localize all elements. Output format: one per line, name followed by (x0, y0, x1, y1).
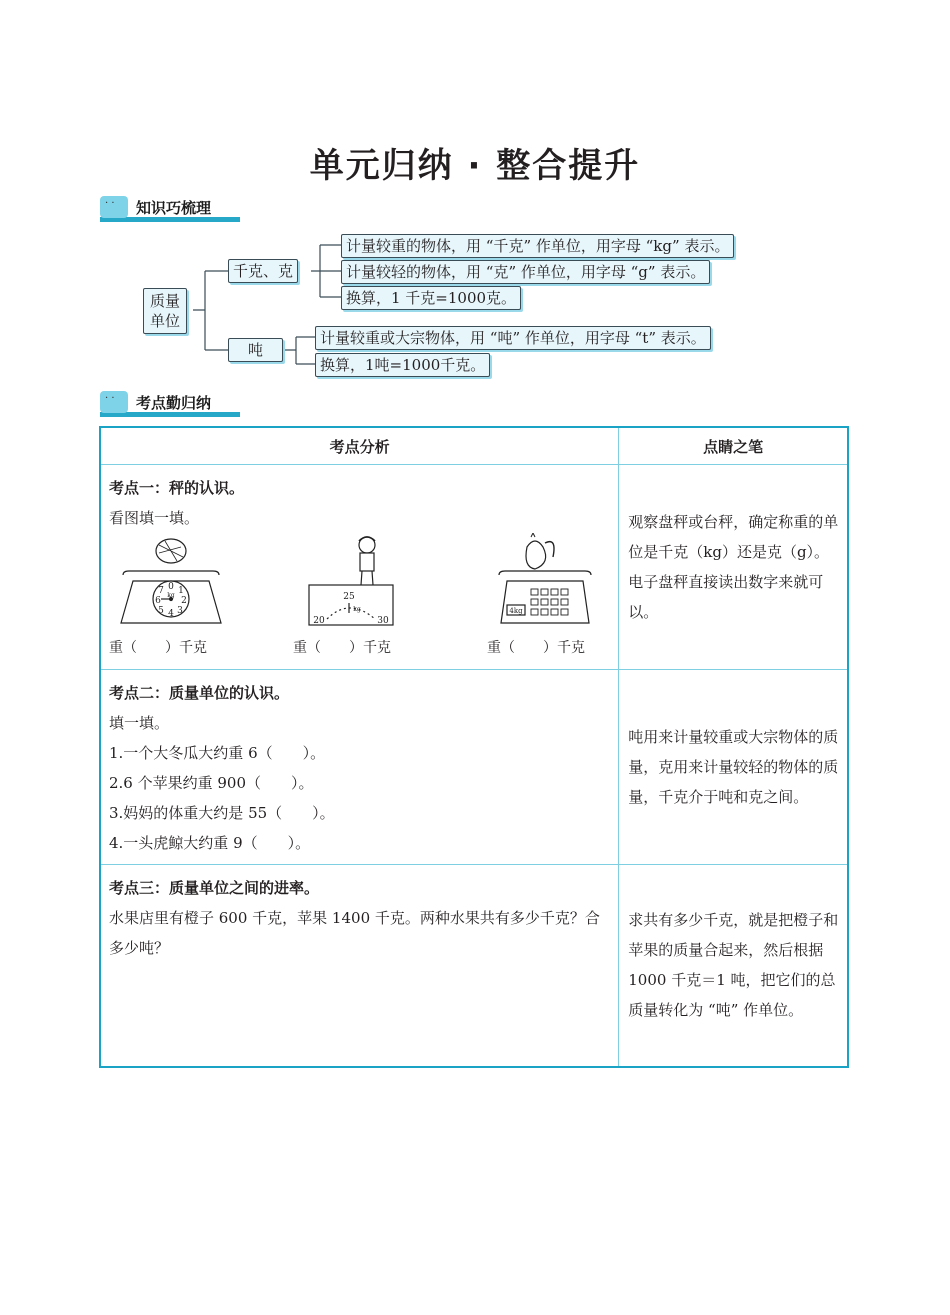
watermelon-scale-image (115, 533, 225, 631)
rooster-scale-image (495, 533, 595, 631)
tip-text: 吨用来计量较重或大宗物体的质量，克用来计量较轻的物体的质量，千克介于吨和克之间。 (619, 670, 848, 865)
question-item[interactable]: 4.一头虎鲸大约重 9（ ）。 (109, 834, 311, 852)
branch-kg-g: 千克、克 (228, 259, 298, 283)
dial-number: 7 (158, 586, 164, 596)
keypoint-line: 看图填一填。 (109, 509, 200, 527)
keypoint-content (100, 865, 619, 1067)
keypoint-title: 考点一：秤的认识。 (109, 479, 245, 497)
keypoint-title: 考点二：质量单位的认识。 (109, 684, 290, 702)
tip-text: 求共有多少千克，就是把橙子和苹果的质量合起来，然后根据 1000 千克＝1 吨，把它们的总质量转化为 “吨” 作单位。 (619, 865, 848, 1067)
table-row (100, 865, 848, 1067)
keypoint-title: 考点三：质量单位之间的进率。 (109, 879, 320, 897)
branch2-item: 计量较重或大宗物体，用 “吨” 作单位，用字母 “t” 表示。 (315, 326, 711, 350)
branch1-connector (311, 245, 341, 297)
mindmap-root (143, 288, 187, 334)
scales-figure (109, 533, 610, 663)
question-item[interactable]: 3.妈妈的体重大约是 55（ ）。 (109, 804, 335, 822)
answer-blank[interactable]: 重（ ）千克 (109, 640, 207, 656)
header-tips: 点睛之笔 (619, 427, 848, 465)
dial-number: 20 (313, 616, 325, 626)
keypoint-content (100, 670, 619, 865)
dial-unit: kg (353, 606, 361, 613)
dial-number: 0 (168, 582, 174, 592)
keypoint-table (99, 426, 849, 1068)
tip-text: 观察盘秤或台秤，确定称重的单位是千克（kg）还是克（g）。电子盘秤直接读出数字来就可以。 (619, 465, 848, 670)
dial-number: 4 (168, 609, 174, 619)
page-title: 单元归纳 · 整合提升 (309, 146, 641, 186)
root-line-1: 质量 (150, 292, 181, 310)
keypoint-content (100, 465, 619, 670)
section-label: 知识巧梳理 (136, 199, 212, 217)
branch2-connector (285, 337, 315, 364)
answer-blank[interactable]: 重（ ）千克 (293, 640, 391, 656)
header-analysis: 考点分析 (100, 427, 619, 465)
bear-icon (100, 391, 128, 413)
dial-number: 30 (377, 616, 389, 626)
branch2-item: 换算，1吨=1000千克。 (315, 353, 490, 377)
root-line-2: 单位 (150, 312, 181, 330)
dial-number: 1 (178, 586, 184, 596)
answer-blank[interactable]: 重（ ）千克 (487, 640, 585, 656)
root-connector (193, 271, 228, 350)
table-row (100, 670, 848, 865)
question-item[interactable]: 1.一个大冬瓜大约重 6（ ）。 (109, 744, 326, 762)
branch1-item: 换算，1 千克=1000克。 (341, 286, 521, 310)
table-row (100, 465, 848, 670)
dial-number: 6 (155, 596, 161, 606)
dial-number: 5 (158, 606, 164, 616)
section-label: 考点勤归纳 (136, 394, 212, 412)
keypoint-line: 填一填。 (109, 714, 170, 732)
dial-number: 25 (343, 592, 355, 602)
branch1-item: 计量较重的物体，用 “千克” 作单位，用字母 “kg” 表示。 (341, 234, 734, 258)
dial-unit: kg (167, 592, 175, 599)
table-header-row (100, 427, 848, 465)
section-header-keypoints (100, 391, 240, 417)
dial-number: 3 (177, 606, 183, 616)
question-text: 水果店里有橙子 600 千克，苹果 1400 千克。两种水果共有多少千克？合多少吨？ (109, 909, 600, 957)
boy-scale-image (305, 533, 405, 631)
question-item[interactable]: 2.6 个苹果约重 900（ ）。 (109, 774, 314, 792)
branch1-item: 计量较轻的物体，用 “克” 作单位，用字母 “g” 表示。 (341, 260, 710, 284)
display-readout: 4kg (509, 607, 523, 615)
dial-number: 2 (181, 596, 187, 606)
branch-ton: 吨 (228, 338, 283, 362)
